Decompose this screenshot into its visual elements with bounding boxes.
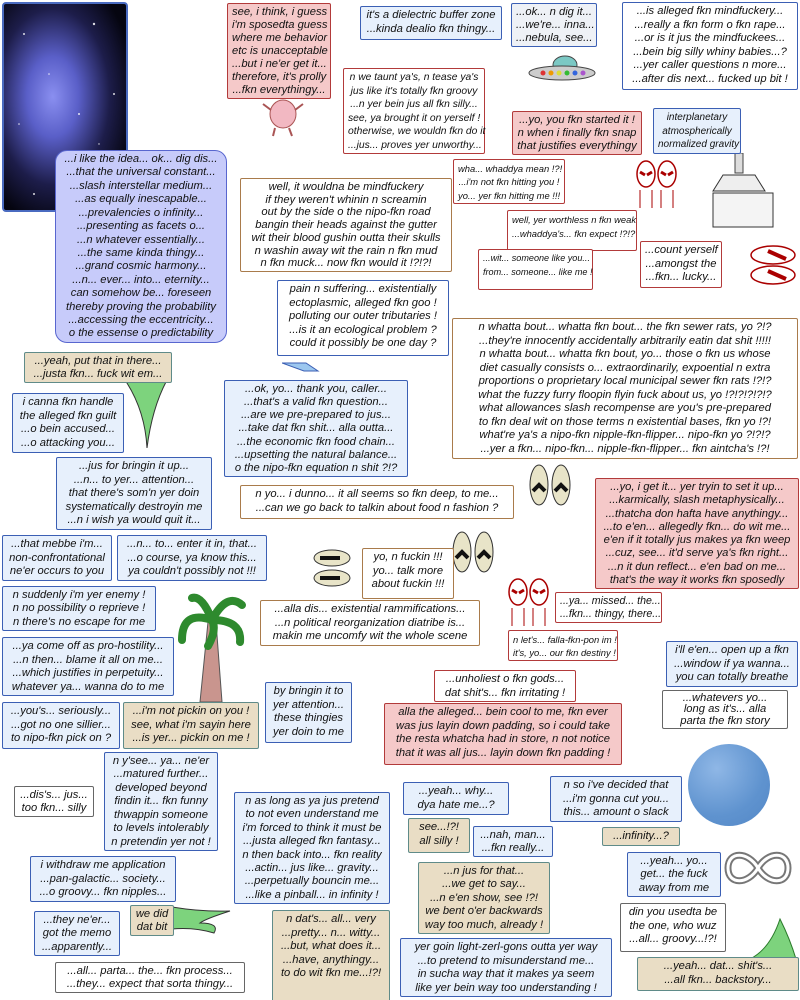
speech-bubble [224, 380, 408, 477]
bubble-line: ...n jus for that... [443, 865, 525, 877]
speech-bubble [2, 702, 120, 749]
bubble-line: ...like a pinball... in infinity ! [245, 888, 379, 901]
bubble-line: parta the fkn story [680, 714, 770, 727]
palm-tree-icon [178, 592, 250, 704]
bubble-line: n pretendin yer not ! [111, 835, 211, 848]
bubble-line: ...all... parta... the... fkn process... [67, 965, 233, 977]
bubble-line: ...fkn... thingy, there... [560, 608, 662, 620]
bubble-line: e'en if it totally jus makes ya fkn weep [603, 534, 791, 546]
bubble-line: ...yer a fkn... nipo-fkn... nipple-fkn-flipper... fkn aintcha's !?! [480, 442, 770, 455]
bubble-line: ...o groovy... fkn nipples... [39, 886, 167, 898]
bubble-line: ...o bein accused... [21, 423, 115, 435]
bubble-line: ...to pretend to misunderstand me... [417, 954, 595, 967]
bubble-line: yer goin light-zerl-gons outta yer way [414, 941, 598, 953]
bubble-line: ...count yerself [645, 244, 718, 256]
bubble-line: ...ok, yo... thank you, caller... [245, 383, 387, 395]
bubble-line: ...accessing the eccentricity... [68, 314, 214, 327]
bubble-line: if they weren't whinin n screamin [265, 193, 427, 206]
bubble-line: ...n then... blame it all on me... [13, 653, 163, 666]
bubble-line: ...that's a valid fkn question... [244, 396, 388, 409]
bubble-line: ...ok... n dig it... [516, 6, 592, 18]
bubble-line: ...i'm gonna cut you... [563, 792, 669, 805]
bubble-line: ...they... expect that sorta thingy... [66, 978, 234, 990]
bubble-line: where me behavior [232, 32, 328, 44]
bubble-line: ...we get to say... [442, 878, 526, 891]
speech-bubble [234, 792, 390, 904]
bubble-line: ...presenting as facets o... [76, 220, 206, 233]
bubble-line: the resta whatcha had in store, n not notice [396, 733, 610, 745]
bubble-line: ...all... groovy...!?! [629, 933, 717, 945]
bubble-line: ...is alleged fkn mindfuckery... [636, 5, 784, 17]
speech-bubble [343, 68, 485, 154]
bubble-line: ...ya... missed... the... [560, 595, 661, 607]
bubble-line: normalized gravity [658, 139, 740, 150]
speech-bubble [2, 586, 156, 631]
bubble-line: ...n it dun reflect... e'en bad on me... [607, 560, 787, 573]
bubble-line: too fkn... silly [21, 802, 87, 814]
bubble-line: to do wit fkn me...!?! [280, 967, 382, 979]
bubble-line: ...they ne'er... [43, 914, 111, 926]
bubble-line: ...o course, ya know this... [127, 551, 257, 564]
bubble-line: etc is unacceptable [232, 45, 328, 57]
bubble-line: see...!?! [419, 821, 459, 833]
bubble-line: ...dis's... jus... [20, 789, 88, 801]
bubble-line: ...whaddya's... fkn expect !?!? [512, 227, 636, 239]
speech-bubble [662, 690, 788, 729]
speech-bubble [240, 485, 514, 519]
bubble-line: ...to e'en... allegedly fkn... do wit me... [603, 520, 791, 533]
bubble-line: ...bein big silly whiny babies...? [633, 45, 787, 58]
bubble-line: yo, n fuckin !!! [373, 551, 443, 563]
bubble-line: n yo... i dunno... it all seems so fkn deep, to me... [255, 488, 499, 500]
grass-icon [750, 914, 798, 960]
bubble-line: way too much, already ! [424, 918, 544, 931]
bubble-line: ...that the universal constant... [66, 166, 216, 179]
bubble-line: that it was all jus... layin down fkn padding ! [395, 746, 611, 759]
bubble-line: bangin their heads against the gutter [255, 219, 437, 232]
bubble-line: ...pretty... n... witty... [281, 926, 381, 939]
infinity-symbol-icon [723, 846, 793, 890]
bubble-line: interplanetary [666, 112, 728, 123]
bubble-line: ...justa fkn... fuck wit em... [33, 368, 163, 380]
bubble-line: non-confrontational [9, 551, 105, 564]
bubble-line: that justifies everythingy [517, 140, 637, 152]
bubble-line: to not even understand me [245, 808, 379, 821]
bubble-line: ...grand cosmic harmony... [75, 260, 207, 273]
bubble-line: i'll e'en... open up a fkn [675, 644, 789, 656]
bubble-line: polluting our outer tributaries ! [288, 310, 437, 322]
bubble-line: ...but i ne'er get it... [232, 58, 327, 70]
bubble-line: ...justa alleged fkn fantasy... [243, 835, 381, 848]
bubble-line: ...nebula, see... [516, 32, 593, 44]
bubble-line: in sucha way that it makes ya seem [417, 968, 595, 980]
speech-bubble [362, 548, 454, 599]
bubble-line: n then back into... fkn reality [242, 848, 382, 861]
bubble-line: what're ya's a nipo-fkn nipple-fkn-flipper... nipo-fkn yo ?!?!? [479, 429, 771, 441]
speech-bubble [34, 911, 120, 956]
bubble-line: ...is it an ecological problem ? [289, 323, 437, 336]
speech-bubble [418, 862, 550, 934]
bubble-line: dya hate me...? [417, 798, 495, 811]
speech-bubble [620, 903, 726, 952]
bubble-line: ...yeah... why... [418, 785, 494, 797]
bubble-line: developed beyond [115, 781, 207, 794]
bubble-line: ne'er occurs to you [9, 565, 105, 577]
speech-bubble [408, 818, 470, 853]
bubble-line: ...fkn really... [481, 842, 545, 854]
bubble-line: ...n whatever essentially... [77, 233, 205, 246]
bubble-line: got the memo [42, 927, 112, 940]
speech-bubble [55, 962, 245, 993]
bubble-line: ...n... to... enter it in, that... [127, 538, 257, 550]
bubble-line: n there's no escape for me [12, 615, 146, 628]
bubble-line: wit their blood gushin outta their skulls [251, 231, 441, 244]
bubble-line: ...you's... seriously... [10, 705, 112, 717]
bubble-line: alla the alleged... bein cool to me, fkn ever [398, 706, 608, 718]
bubble-line: i'm forced to think it must be [242, 821, 382, 834]
speech-bubble [117, 535, 267, 581]
bubble-line: ...window if ya wanna... [674, 657, 790, 670]
bubble-line: wha... whaddya mean !?! [458, 163, 563, 174]
bubble-line: pain n suffering... existentially [289, 283, 437, 295]
bubble-line: makin me uncomfy wit the whole scene [272, 630, 468, 642]
bubble-line: see, i think, i guess [232, 6, 328, 18]
bubble-line: ...fkn everythingy... [232, 84, 326, 96]
bubble-line: this... amount o slack [563, 806, 669, 818]
bubble-line: ...actin... jus like... gravity... [245, 861, 379, 874]
bubble-line: ...alla dis... existential rammifications... [274, 603, 466, 615]
bubble-line: dat bit [136, 921, 168, 933]
bubble-line: ...ya come off as pro-hostility... [12, 640, 164, 652]
bubble-line: from... someone... like me ! [483, 266, 593, 277]
pink-creature-icon [255, 96, 315, 140]
bubble-line: ...karmically, slash metaphysically... [609, 494, 785, 507]
speech-bubble [512, 111, 642, 155]
bubble-line: proportions o proprietary local municipal sewer fkn rats !?!? [478, 375, 772, 387]
bubble-line: ...slash interstellar medium... [69, 179, 213, 192]
bubble-line: ...or is it jus the mindfuckees... [634, 32, 786, 44]
speech-bubble [555, 592, 662, 623]
speech-bubble [30, 856, 176, 902]
bubble-line: ...i like the idea... ok... dig dis... [64, 153, 218, 165]
bubble-line: ...perpetually bouncin me... [244, 875, 380, 888]
speech-bubble [511, 3, 597, 47]
bubble-line: ...all fkn... backstory... [664, 973, 772, 986]
bubble-line: ...have, anythingy... [282, 953, 380, 966]
bubble-line: the alleged fkn guilt [19, 409, 117, 422]
bubble-line: systematically destroyin me [65, 500, 203, 513]
speech-bubble [123, 702, 259, 749]
bubble-line: ...i'm not fkn hitting you ! [458, 176, 560, 188]
bubble-line: that there's som'n yer doin [68, 487, 200, 499]
bubble-line: ...kinda dealio fkn thingy... [366, 22, 496, 35]
speech-bubble [24, 352, 172, 383]
beige-aliens-icon [525, 455, 575, 510]
bubble-line: what the fuzzy furry floopin flyin fuck about us, yo !?!?!?!?!? [478, 388, 772, 401]
bubble-line: ...is yer... pickin on me ! [132, 732, 250, 744]
bubble-line: jus like it's totally fkn groovy [350, 85, 478, 97]
bubble-line: ...after dis next... fucked up bit ! [632, 72, 788, 85]
bubble-line: ectoplasmic, alleged fkn goo ! [289, 296, 437, 309]
bubble-line: ...amongst the [645, 257, 717, 270]
speech-bubble [12, 393, 124, 453]
bubble-line: ...they're innocently accidentally arbitrarily eatin dat shit !!!!! [479, 334, 771, 347]
bubble-line: i withdraw me application [40, 859, 166, 871]
speech-bubble [478, 249, 593, 290]
bubble-line: all silly ! [419, 834, 459, 847]
bubble-line: n let's... falla-fkn-pon im ! [513, 634, 617, 645]
gravity-machine-icon [705, 153, 780, 228]
speech-bubble [130, 905, 174, 936]
bubble-line: ...yo, i get it... yer tryin to set it up... [610, 481, 784, 493]
bubble-line: ...whatevers yo... [682, 692, 768, 704]
bubble-line: thwappin someone [114, 808, 208, 821]
bubble-line: ...yo, you fkn started it ! [519, 114, 635, 126]
red-aliens-lying-icon [718, 243, 798, 287]
blue-sphere-image [688, 744, 770, 826]
beige-aliens-icon [448, 518, 498, 578]
bubble-line: din you usedta be [628, 906, 718, 918]
bubble-line: ...fkn... lucky... [645, 271, 717, 283]
bubble-line: these thingies [273, 712, 344, 724]
bubble-line: n y'see... ya... ne'er [112, 755, 210, 767]
bubble-line: yer doin to me [273, 725, 344, 738]
bubble-line: therefore, it's prolly [232, 71, 327, 83]
bubble-line: i canna fkn handle [22, 396, 114, 408]
speech-bubble [403, 782, 509, 815]
bubble-line: ...we're... inna... [516, 19, 595, 31]
bubble-line: ...n yer bein jus all fkn silly... [350, 99, 478, 110]
bubble-line: about fuckin !!! [371, 578, 445, 590]
bubble-line: was jus layin down padding, so i could take [396, 719, 610, 732]
bubble-line: we bent o'er backwards [425, 905, 543, 918]
bubble-line: n washin away wit the rain n fkn mud [254, 244, 438, 257]
bubble-line: that's the way it works fkn sposedly [609, 573, 785, 586]
bubble-line: like yer bein way too understanding ! [415, 981, 597, 994]
bubble-line: you can totally breathe [675, 671, 789, 683]
bubble-line: i'm sposedta guess [232, 19, 328, 31]
speech-bubble [272, 910, 390, 1000]
bubble-line: ...n... ever... into... eternity... [72, 273, 210, 286]
bubble-line: ...can we go back to talkin about food n fashion ? [255, 501, 499, 514]
bubble-line: ...the same kinda thingy... [77, 246, 205, 259]
bubble-line: ...as equally inescapable... [75, 193, 207, 206]
bubble-line: ...are we pre-prepared to jus... [241, 409, 391, 422]
bubble-line: ...apparently... [41, 940, 113, 953]
bubble-line: n fkn muck... now fkn would it !?!?! [260, 257, 432, 270]
bubble-line: ...jus for bringin it up... [78, 460, 190, 472]
bubble-line: ...wit... someone like you... [483, 253, 590, 263]
speech-bubble [595, 478, 799, 589]
bubble-line: can somehow be... foreseen [70, 287, 212, 300]
bubble-line: n as long as ya jus pretend [245, 795, 379, 807]
bubble-line: ...thatcha don hafta have anythingy... [605, 507, 789, 520]
speech-bubble [550, 776, 682, 822]
bubble-line: yer attention... [273, 698, 344, 711]
grass-icon [125, 380, 170, 450]
speech-bubble [360, 6, 502, 40]
speech-bubble [104, 752, 218, 851]
bubble-line: ...which justifies in perpetuity... [12, 667, 164, 679]
bubble-line: well, yer worthless n fkn weak [512, 214, 637, 225]
speech-bubble [640, 241, 722, 288]
bubble-line: ...really a fkn form o fkn rape... [634, 18, 786, 31]
speech-bubble [627, 852, 721, 897]
bubble-line: ...n i wish ya would quit it... [67, 514, 201, 526]
bubble-line: ...o attacking you... [21, 436, 115, 449]
bubble-line: ...yeah... yo... [640, 855, 708, 867]
bubble-line: thereby proving the probability [66, 300, 216, 313]
bubble-line: ...n... to yer... attention... [73, 473, 195, 486]
bubble-line: long as it's... alla [683, 703, 767, 716]
ufo-icon [527, 55, 597, 85]
bubble-line: it's, yo... our fkn destiny ! [513, 647, 616, 658]
speech-bubble [265, 682, 352, 743]
bubble-line: could it possibly be one day ? [289, 337, 437, 349]
blue-shard-icon [282, 362, 322, 372]
bubble-line: ...matured further... [113, 768, 209, 781]
speech-bubble [384, 703, 622, 765]
bubble-line: yo... yer fkn hitting me !!! [458, 189, 561, 201]
bubble-line: to levels intolerably [113, 822, 209, 835]
speech-bubble [2, 535, 112, 581]
bubble-line: whatever ya... wanna do to me [11, 680, 165, 693]
bubble-line: otherwise, we wouldn fkn do it [348, 126, 486, 137]
bubble-line: n whatta bout... whatta fkn bout, yo... those o fkn us whose [479, 348, 771, 360]
speech-bubble [453, 159, 565, 204]
speech-bubble [602, 827, 680, 846]
bubble-line: to nipo-fkn pick on ? [10, 732, 112, 744]
bubble-line: o the nipo-fkn equation n shit ?!? [234, 461, 398, 474]
bubble-line: n whatta bout... whatta fkn bout... the fkn sewer rats, yo ?!? [478, 321, 772, 333]
bubble-line: ...infinity...? [613, 830, 669, 842]
speech-bubble [653, 108, 741, 154]
bubble-line: ...n political reorganization diatribe is... [274, 616, 466, 629]
speech-bubble [637, 957, 799, 991]
speech-bubble [473, 826, 553, 857]
speech-bubble [666, 641, 798, 687]
bubble-line: well, it wouldna be mindfuckery [268, 181, 424, 193]
bubble-line: n no possibility o reprieve ! [12, 602, 146, 615]
bubble-line: ...but, what does it... [280, 940, 382, 952]
bubble-line: n dat's... all... very [286, 913, 376, 925]
speech-bubble [434, 670, 576, 702]
bubble-line: we did [135, 908, 169, 920]
grass-icon [172, 905, 232, 935]
bubble-line: to fkn deal wit on those terms n existential bases, fkn yo !?! [478, 415, 772, 428]
red-aliens-icon [506, 578, 552, 628]
speech-bubble [622, 2, 798, 90]
bubble-line: away from me [638, 881, 710, 894]
bubble-line: ...i'm not pickin on you ! [132, 705, 250, 717]
speech-bubble [277, 280, 449, 356]
bubble-line: ...nah, man... [480, 829, 546, 841]
speech-bubble [240, 178, 452, 272]
bubble-line: ...that mebbe i'm... [11, 538, 103, 550]
bubble-line: o the essense o predictability [68, 327, 214, 340]
bubble-line: see, ya brought it on yerself ! [348, 112, 481, 124]
speech-bubble [2, 637, 174, 696]
bubble-line: get... the fuck [640, 868, 708, 881]
bubble-line: by bringin it to [273, 685, 344, 697]
bubble-line: ya couldn't possibly not !!! [128, 565, 256, 577]
bubble-line: ...take dat fkn shit... alla outta... [238, 422, 394, 435]
bubble-line: n so i've decided that [563, 779, 669, 791]
speech-bubble [508, 630, 618, 661]
speech-bubble [227, 3, 331, 99]
bubble-line: ...yeah... dat... shit's... [663, 960, 773, 972]
bubble-line: ...upsetting the natural balance... [234, 448, 398, 461]
bubble-line: atmospherically [662, 125, 732, 137]
speech-bubble [55, 150, 227, 343]
bubble-line: ...got no one sillier... [11, 718, 111, 731]
speech-bubble [452, 318, 798, 459]
bubble-line: ...n e'en show, see !?! [430, 891, 538, 904]
bubble-line: ...the economic fkn food chain... [237, 435, 395, 448]
beige-aliens-lying-icon [312, 548, 364, 590]
bubble-line: findin it... fkn funny [114, 795, 208, 808]
bubble-line: n we taunt ya's, n tease ya's [349, 72, 479, 83]
bubble-line: ...prevalencies o infinity... [78, 206, 204, 219]
bubble-line: what allowances slash recompense are you's pre-prepared [479, 402, 771, 414]
bubble-line: ...yer caller questions n more... [633, 59, 787, 71]
speech-bubble [260, 600, 480, 646]
bubble-line: ...cuz, see... it'd serve ya's fkn right... [605, 547, 789, 560]
bubble-line: see, what i'm sayin here [131, 718, 251, 731]
speech-bubble [14, 786, 94, 817]
bubble-line: ...pan-galactic... society... [40, 872, 166, 885]
bubble-line: n suddenly i'm yer enemy ! [12, 589, 146, 601]
bubble-line: ...jus... proves yer unworthy... [348, 139, 482, 151]
speech-bubble [400, 938, 612, 997]
speech-bubble [507, 210, 637, 251]
bubble-line: n when i finally fkn snap [517, 127, 637, 139]
bubble-line: diet casually consists o... extraordinarily, expoential n extra [479, 361, 771, 374]
bubble-line: yo... talk more [372, 564, 444, 577]
bubble-line: ...unholiest o fkn gods... [445, 673, 565, 685]
bubble-line: ...yeah, put that in there... [34, 355, 162, 367]
bubble-line: the one, who wuz [629, 919, 717, 932]
bubble-line: it's a dielectric buffer zone [366, 9, 496, 21]
bubble-line: out by the side o the nipo-fkn road [261, 206, 431, 219]
red-aliens-icon [634, 160, 680, 210]
speech-bubble [56, 457, 212, 530]
bubble-line: dat shit's... fkn irritating ! [444, 686, 566, 699]
